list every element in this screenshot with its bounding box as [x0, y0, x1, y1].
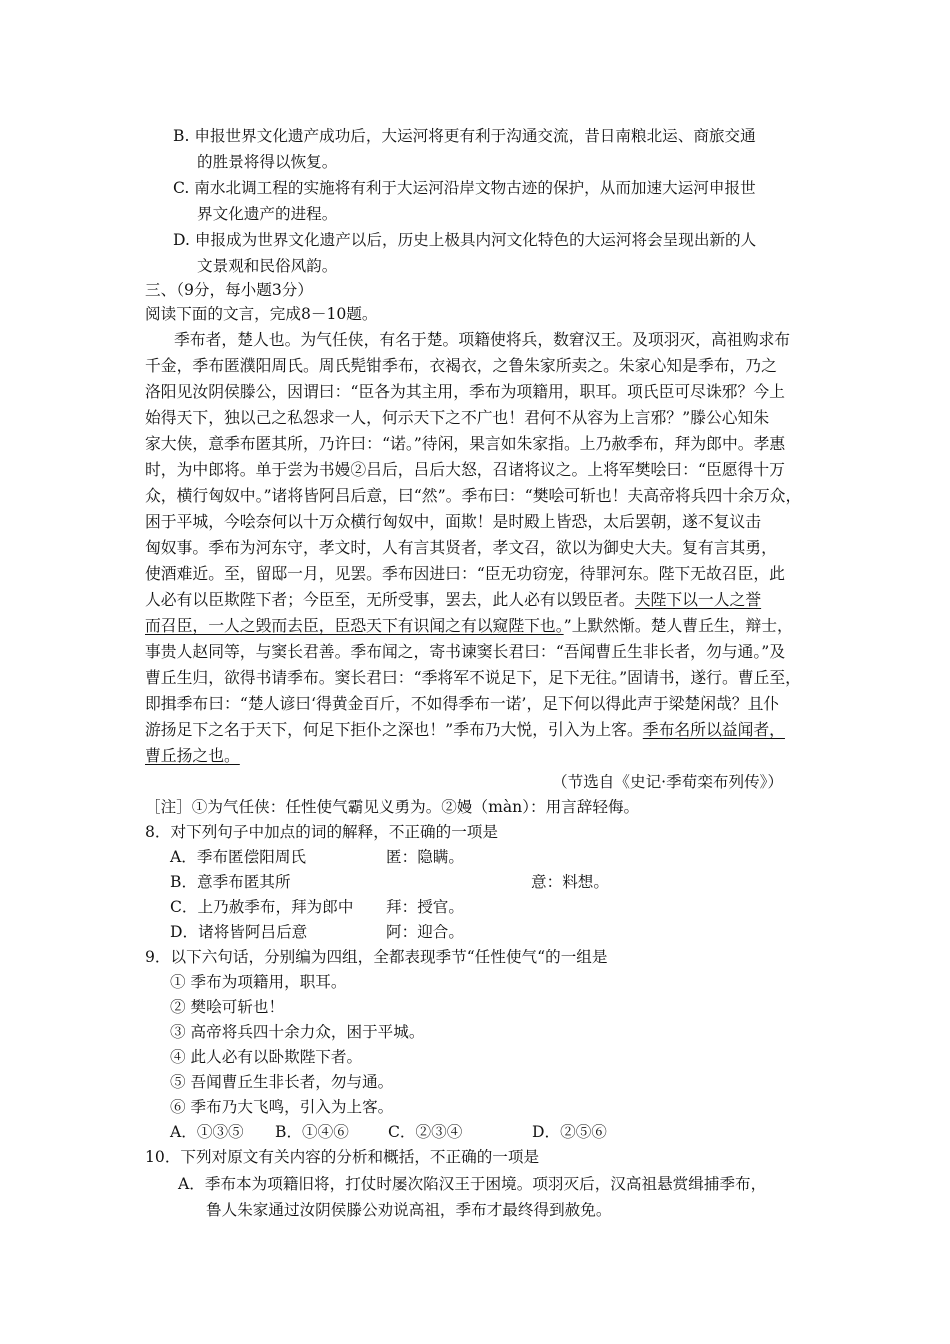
q7-option-b-line1: B. 申报世界文化遗产成功后，大运河将更有利于沟通交流，昔日南粮北运、商旅交通 [173, 127, 756, 145]
passage-line: 时，为中郎将。单于尝为书嫚②吕后，吕后大怒，召诸将议之。上将军樊哙曰：“臣愿得十万 [145, 460, 785, 479]
q8-option-b-sentence: B．意季布匿其所 [170, 873, 291, 891]
q7-option-c-line2: 界文化遗产的进程。 [197, 205, 338, 223]
passage-line-text: 游扬足下之名于天下，何足下拒仆之深也！”季布乃大悦，引入为上客。 [145, 720, 643, 739]
passage-line: 匈奴事。季布为河东守，孝文时，人有言其贤者，孝文召，欲以为御史大夫。复有言其勇， [145, 538, 777, 557]
q10-option-a-line1: A．季布本为项籍旧将，打仗时屡次陷汉王于困境。项羽灭后，汉高祖悬赏缉捕季布， [178, 1175, 767, 1193]
passage-line [145, 616, 793, 636]
q9-item: ③ 高帝将兵四十余力众，困于平城。 [170, 1023, 425, 1041]
q9-item: ② 樊哙可斩也！ [170, 998, 285, 1016]
passage-line [145, 720, 785, 740]
q8-option-b-gloss: 意：料想。 [531, 873, 609, 891]
q8-stem: 8．对下列句子中加点的词的解释，不正确的一项是 [145, 823, 498, 841]
q10-stem: 10．下列对原文有关内容的分析和概括，不正确的一项是 [145, 1148, 540, 1166]
passage-line: 众，横行匈奴中。”诸将皆阿吕后意，曰“然”。季布曰：“樊哙可斩也！夫高帝将兵四十余万众， [145, 486, 802, 505]
passage-line-text: 人必有以臣欺陛下者；今臣至，无所受事，罢去，此人必有以毁臣者。 [145, 590, 635, 609]
q7-option-d-line1: D. 申报成为世界文化遗产以后，历史上极具内河文化特色的大运河将会呈现出新的人 [173, 231, 757, 249]
q8-option-a-gloss: 匿：隐瞒。 [386, 848, 464, 866]
passage-source: （节选自《史记·季荀栾布列传》） [552, 773, 784, 791]
passage-line: 使酒难近。至，留邸一月，见罢。季布因进曰：“臣无功窃宠，待罪河东。陛下无故召臣，此 [145, 564, 785, 583]
passage-line-text: ”上默然惭。楚人曹丘生，辩士， [563, 616, 793, 635]
q8-option-c-sentence: C．上乃赦季布，拜为郎中 [170, 898, 354, 916]
passage-line: 家大侠，意季布匿其所，乃许曰：“诺。”待闲，果言如朱家指。上乃赦季布，拜为郎中。孝惠 [145, 434, 786, 453]
passage-line: 始得天下，独以己之私怨求一人，何示天下之不广也！君何不从容为上言邪？”滕公心知朱 [145, 408, 770, 427]
q8-option-a-sentence: A．季布匿偿阳周氏 [170, 848, 307, 866]
passage-line: 季布者，楚人也。为气任侠，有名于楚。项籍使将兵，数窘汉王。及项羽灭，高祖购求布 [174, 330, 791, 349]
q7-option-b-line2: 的胜景将得以恢复。 [197, 153, 338, 171]
section-header: 三、（9分，每小题3分） [145, 281, 313, 299]
q8-option-d-sentence: D．诸将皆阿吕后意 [170, 923, 308, 941]
passage-line: 曹丘生归，欲得书请季布。窦长君曰：“季将军不说足下，足下无往。”固请书，遂行。曹丘至， [145, 668, 801, 687]
section-instruction: 阅读下面的文言，完成8－10题。 [145, 305, 378, 323]
annotation-notes: ［注］①为气任侠：任性使气霸见义勇为。②嫚（màn）：用言辞轻侮。 [145, 798, 640, 816]
underlined-sentence-1b: 而召臣，一人之毁而去臣，臣恐天下有识闻之有以窥陛下也。 [145, 616, 564, 635]
passage-line: 洛阳见汝阴侯滕公，因谓曰：“臣各为其主用，季布为项籍用，职耳。项氏臣可尽诛邪？今上 [145, 382, 785, 401]
passage-line: 即揖季布曰：“楚人谚曰‘得黄金百斤，不如得季布一诺’，足下何以得此声于梁楚闲哉？且仆 [145, 694, 780, 713]
underlined-sentence-2a: 季布名所以益闻者， [642, 720, 785, 739]
q9-choice-a: A．①③⑤ [170, 1123, 244, 1141]
q9-choice-b: B．①④⑥ [275, 1123, 349, 1141]
q7-option-c-line1: C. 南水北调工程的实施将有利于大运河沿岸文物古迹的保护，从而加速大运河申报世 [173, 179, 756, 197]
passage-line: 千金，季布匿濮阳周氏。周氏髡钳季布，衣褐衣，之鲁朱家所卖之。朱家心知是季布，乃之 [145, 356, 777, 375]
passage-line: 困于平城，今哙奈何以十万众横行匈奴中，面欺！是时殿上皆恐，太后罢朝，遂不复议击 [145, 512, 762, 531]
q9-item: ④ 此人必有以卧欺陛下者。 [170, 1048, 363, 1066]
q9-stem: 9．以下六句话，分别编为四组，全都表现季节“任性使气“的一组是 [145, 948, 608, 966]
q8-option-c-gloss: 拜：授官。 [386, 898, 464, 916]
q9-item: ① 季布为项籍用，职耳。 [170, 973, 347, 991]
q8-option-d-gloss: 阿：迎合。 [386, 923, 464, 941]
q7-option-d-line2: 文景观和民俗风韵。 [197, 257, 338, 275]
q9-item: ⑤ 吾闻曹丘生非长者，勿与通。 [170, 1073, 394, 1091]
q10-option-a-line2: 鲁人朱家通过汝阴侯滕公劝说高祖，季布才最终得到赦免。 [206, 1201, 612, 1219]
underlined-sentence-1a: 夫陛下以一人之誉 [634, 590, 762, 609]
passage-line: 事贵人赵同等，与窦长君善。季布闻之，寄书谏窦长君曰：“吾闻曹丘生非长者，勿与通。”及 [145, 642, 786, 661]
passage-line [145, 746, 240, 766]
underlined-sentence-2b: 曹丘扬之也。 [145, 746, 240, 765]
passage-line [145, 590, 761, 610]
q9-choice-d: D．②⑤⑥ [532, 1123, 607, 1141]
q9-choice-c: C．②③④ [388, 1123, 463, 1141]
q9-item: ⑥ 季布乃大飞鸣，引入为上客。 [170, 1098, 394, 1116]
